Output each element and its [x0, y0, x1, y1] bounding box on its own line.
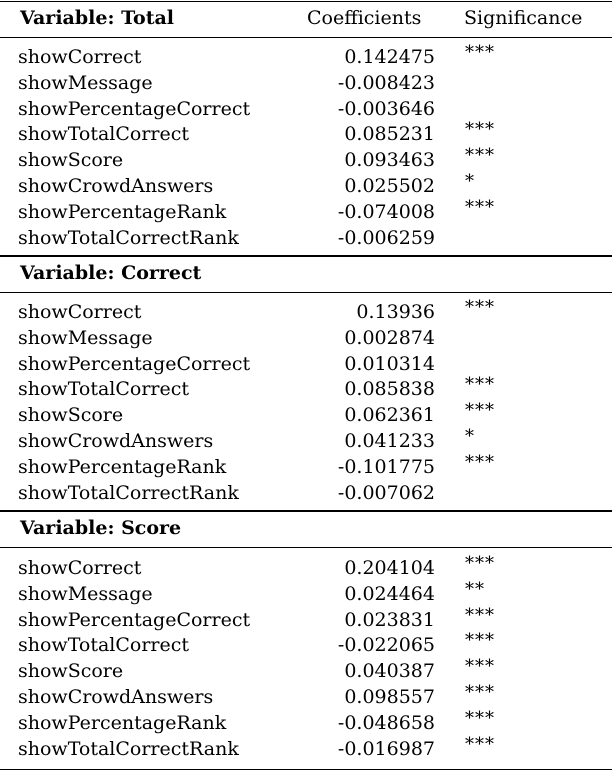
significance-stars-text: ***: [465, 682, 495, 703]
significance-stars-text: ***: [465, 374, 495, 396]
coefficient-value: 0.025502: [344, 175, 435, 197]
significance-stars: [465, 707, 495, 737]
significance-stars-text: ***: [465, 553, 495, 574]
variable-name: showMessage: [18, 582, 153, 605]
variable-name: showTotalCorrect: [18, 123, 190, 146]
variable-name: showTotalCorrect: [18, 634, 190, 657]
variable-name: showPercentageRank: [18, 200, 227, 223]
variable-name: showTotalCorrectRank: [18, 481, 239, 504]
variable-name: showPercentageRank: [18, 711, 227, 734]
variable-name: showTotalCorrectRank: [18, 737, 239, 760]
table-row: [0, 707, 612, 736]
coefficient-value: 0.023831: [344, 608, 435, 631]
table-row: [0, 44, 612, 70]
significance-stars-text: ***: [465, 707, 495, 729]
coefficient-value: -0.074008: [337, 200, 435, 223]
variable-name: showCrowdAnswers: [18, 686, 214, 708]
variable-name: showPercentageCorrect: [18, 97, 251, 120]
table-row: [0, 376, 612, 402]
variable-name: showPercentageCorrect: [18, 608, 251, 631]
table-row: [0, 299, 612, 325]
section-header-score: [0, 515, 612, 541]
coefficient-value: 0.040387: [344, 660, 435, 683]
significance-stars-text: ***: [465, 451, 495, 473]
significance-stars-text: ***: [465, 630, 495, 652]
coefficients-column-header: Coefficients: [307, 7, 422, 29]
table-row: [0, 428, 612, 454]
significance-stars-text: **: [465, 578, 485, 600]
table-row: [0, 733, 612, 762]
table-row: [0, 96, 612, 122]
significance-stars-text: ***: [465, 733, 495, 755]
coefficient-value: -0.101775: [337, 455, 435, 478]
significance-stars-text: *: [465, 171, 475, 192]
table-row: [0, 658, 612, 684]
section-title: Variable: Total: [20, 7, 175, 29]
coefficient-value: 0.062361: [344, 404, 435, 427]
table-row: [0, 325, 612, 351]
coefficient-value: 0.024464: [344, 582, 435, 605]
header-rule: [0, 547, 612, 548]
variable-name: showPercentageCorrect: [18, 352, 251, 375]
significance-stars: [465, 196, 495, 226]
significance-stars: [465, 684, 495, 711]
variable-name: showScore: [18, 149, 124, 172]
table-row: [0, 402, 612, 428]
table-row: [0, 555, 612, 581]
table-row: [0, 173, 612, 199]
significance-stars-text: ***: [465, 604, 495, 626]
section-title: Variable: Score: [20, 517, 182, 539]
table-row: [0, 147, 612, 173]
significance-stars: [465, 733, 495, 763]
significance-stars: [465, 555, 495, 582]
significance-stars-text: ***: [465, 119, 495, 141]
section-header-correct: [0, 260, 612, 286]
coefficient-value: 0.010314: [344, 352, 435, 375]
section-header-total: [0, 5, 612, 31]
table-row: [0, 196, 612, 225]
coefficient-value: 0.085838: [344, 378, 435, 401]
significance-stars-text: ***: [465, 400, 495, 422]
significance-stars-text: ***: [465, 42, 495, 63]
significance-column-header: Significance: [464, 7, 583, 29]
coefficient-value: 0.098557: [344, 686, 435, 708]
significance-stars: [465, 428, 475, 455]
significance-stars: [465, 44, 495, 71]
coefficient-value: -0.022065: [337, 634, 435, 657]
table-row: [0, 70, 612, 96]
coefficient-value: -0.003646: [337, 97, 435, 120]
significance-stars-text: ***: [465, 297, 495, 318]
bottom-rule: [0, 769, 612, 770]
table-row: [0, 684, 612, 710]
variable-name: showCorrect: [18, 46, 142, 68]
coefficient-value: -0.007062: [337, 481, 435, 504]
coefficient-value: 0.204104: [344, 557, 435, 579]
table-row: [0, 351, 612, 377]
section-divider: [0, 255, 612, 257]
table-row: [0, 578, 612, 607]
variable-name: showCrowdAnswers: [18, 430, 214, 452]
coefficient-value: 0.002874: [344, 326, 435, 349]
variable-name: showTotalCorrect: [18, 378, 190, 401]
header-rule: [0, 292, 612, 293]
significance-stars: [465, 173, 475, 200]
significance-stars-text: ***: [465, 656, 495, 678]
table-row: [0, 225, 612, 251]
coefficient-value: 0.093463: [344, 149, 435, 172]
significance-stars: [465, 451, 495, 481]
variable-name: showCrowdAnswers: [18, 175, 214, 197]
header-rule: [0, 37, 612, 38]
table-row: [0, 451, 612, 480]
coefficient-value: -0.016987: [337, 737, 435, 760]
coefficient-value: 0.142475: [344, 46, 435, 68]
section-divider: [0, 510, 612, 512]
table-row: [0, 604, 612, 633]
variable-name: showPercentageRank: [18, 455, 227, 478]
table-row: [0, 480, 612, 506]
coefficient-value: 0.13936: [356, 301, 435, 323]
coefficient-value: -0.048658: [337, 711, 435, 734]
coefficient-value: -0.008423: [337, 71, 435, 94]
variable-name: showCorrect: [18, 557, 142, 579]
table-row: [0, 121, 612, 147]
coefficient-value: 0.085231: [344, 123, 435, 146]
variable-name: showCorrect: [18, 301, 142, 323]
variable-name: showTotalCorrectRank: [18, 226, 239, 249]
table-row: [0, 632, 612, 658]
variable-name: showMessage: [18, 326, 153, 349]
variable-name: showScore: [18, 660, 124, 683]
coefficient-value: -0.006259: [337, 226, 435, 249]
significance-stars-text: ***: [465, 196, 495, 218]
section-title: Variable: Correct: [20, 262, 202, 284]
top-rule: [0, 1, 612, 2]
significance-stars-text: ***: [465, 145, 495, 167]
variable-name: showScore: [18, 404, 124, 427]
significance-stars-text: *: [465, 426, 475, 447]
significance-stars: [465, 299, 495, 326]
significance-stars: [465, 578, 485, 608]
coefficient-value: 0.041233: [344, 430, 435, 452]
variable-name: showMessage: [18, 71, 153, 94]
